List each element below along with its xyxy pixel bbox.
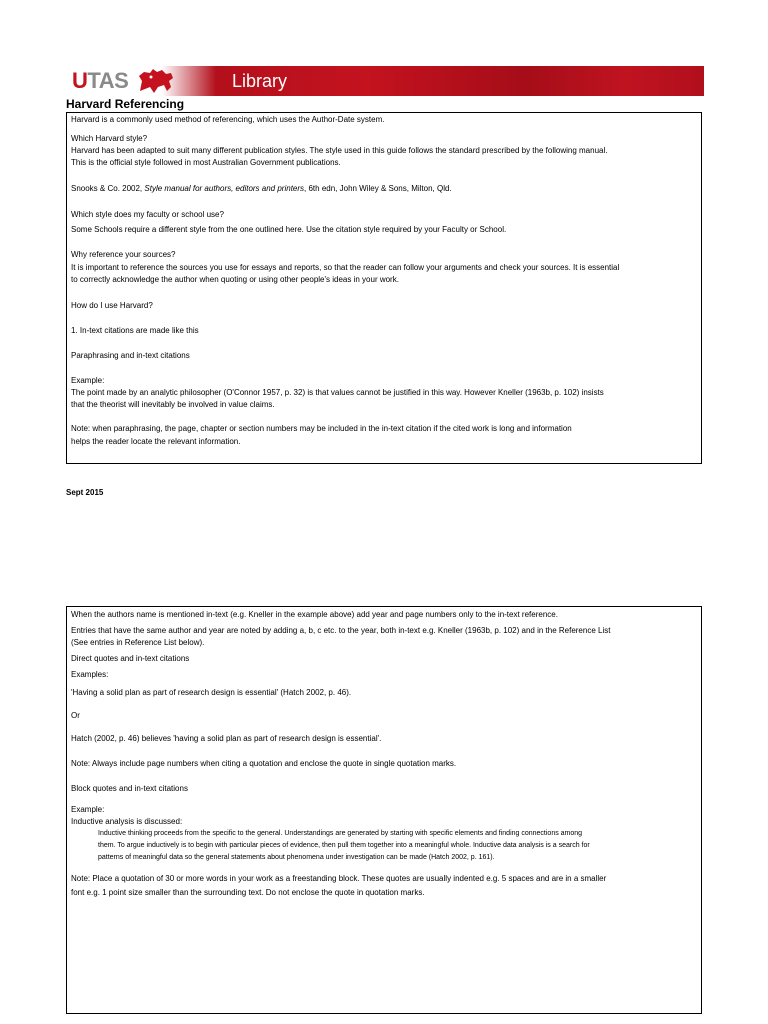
page-title: Harvard Referencing	[66, 97, 185, 111]
note-line2: helps the reader locate the relevant information.	[71, 437, 241, 446]
entries-line2: (See entries in Reference List below).	[71, 638, 205, 647]
footer-date: Sept 2015	[66, 488, 104, 497]
direct-quotes-heading: Direct quotes and in-text citations	[71, 654, 190, 663]
example-label: Example:	[71, 376, 105, 385]
faculty-heading: Which style does my faculty or school use?	[71, 210, 224, 219]
note-quote: Note: Always include page numbers when citing a quotation and enclose the quote in single quotation marks.	[71, 759, 457, 768]
intro-text: Harvard is a commonly used method of referencing, which uses the Author-Date system.	[71, 115, 385, 124]
how-heading: How do I use Harvard?	[71, 301, 153, 310]
examples-label: Examples:	[71, 670, 109, 679]
which-style-body-line1: Harvard has been adapted to suit many different publication styles. The style used in this guide follows the standard prescribed by the following manual.	[71, 146, 608, 155]
block-quotes-heading: Block quotes and in-text citations	[71, 784, 188, 793]
note-block-line1: Note: Place a quotation of 30 or more words in your work as a freestanding block. These quotes are usually indented e.g. 5 spaces and are in a smaller	[71, 874, 607, 883]
inductive-label: Inductive analysis is discussed:	[71, 817, 183, 826]
example-body-line2: that the theorist will inevitably be involved in value claims.	[71, 400, 275, 409]
section-box-2	[66, 606, 702, 1014]
section-box-1	[66, 112, 702, 464]
why-heading: Why reference your sources?	[71, 250, 176, 259]
lion-crest-icon	[136, 67, 176, 95]
block-quote-line1: Inductive thinking proceeds from the specific to the general. Understandings are generated by starting with specific elements and finding connections among	[98, 830, 583, 837]
or-label: Or	[71, 711, 80, 720]
why-body-line2: to correctly acknowledge the author when quoting or using other people's ideas in your work.	[71, 275, 399, 284]
intext-heading: 1. In-text citations are made like this	[71, 326, 199, 335]
library-label: Library	[232, 71, 288, 91]
block-quote-line3: patterns of meaningful data so the general statements about phenomena under investigation can be made (Hatch 2002, p. 161).	[98, 854, 495, 861]
note-line1: Note: when paraphrasing, the page, chapter or section numbers may be included in the in-text citation if the cited work is long and information	[71, 424, 572, 433]
utas-logo: UTAS	[72, 68, 129, 93]
example-body-line1: The point made by an analytic philosopher (O'Connor 1957, p. 32) is that values cannot be justified in this way. However Kneller (1963b, p. 102) insists	[71, 388, 604, 397]
block-quote	[71, 828, 696, 864]
which-style-heading: Which Harvard style?	[71, 134, 148, 143]
paraphrasing-heading: Paraphrasing and in-text citations	[71, 351, 190, 360]
faculty-body: Some Schools require a different style from the one outlined here. Use the citation style required by your Faculty or School.	[71, 225, 507, 234]
why-body-line1: It is important to reference the sources you use for essays and reports, so that the reader can follow your arguments and check your sources. It is essential	[71, 263, 620, 272]
snooks-citation: Snooks & Co. 2002, Style manual for authors, editors and printers, 6th edn, John Wiley & Sons, Milton, Qld.	[71, 184, 452, 193]
which-style-body-line2: This is the official style followed in most Australian Government publications.	[71, 158, 341, 167]
entries-line1: Entries that have the same author and year are noted by adding a, b, c etc. to the year, both in-text e.g. Kneller (1963b, p. 102) and in the Reference List	[71, 626, 611, 635]
block-quote-line2: them. To argue inductively is to begin with particular pieces of evidence, then pull them together into a meaningful whole. Inductive data analysis is a search for	[98, 842, 590, 849]
library-banner	[66, 66, 704, 96]
quote-example-1: 'Having a solid plan as part of research design is essential' (Hatch 2002, p. 46).	[71, 688, 352, 697]
note-block-line2: font e.g. 1 point size smaller than the surrounding text. Do not enclose the quote in quotation marks.	[71, 888, 425, 897]
example-label-2: Example:	[71, 805, 105, 814]
authors-line: When the authors name is mentioned in-text (e.g. Kneller in the example above) add year and page numbers only to the in-text reference.	[71, 610, 558, 619]
quote-example-2: Hatch (2002, p. 46) believes 'having a solid plan as part of research design is essential'.	[71, 734, 382, 743]
